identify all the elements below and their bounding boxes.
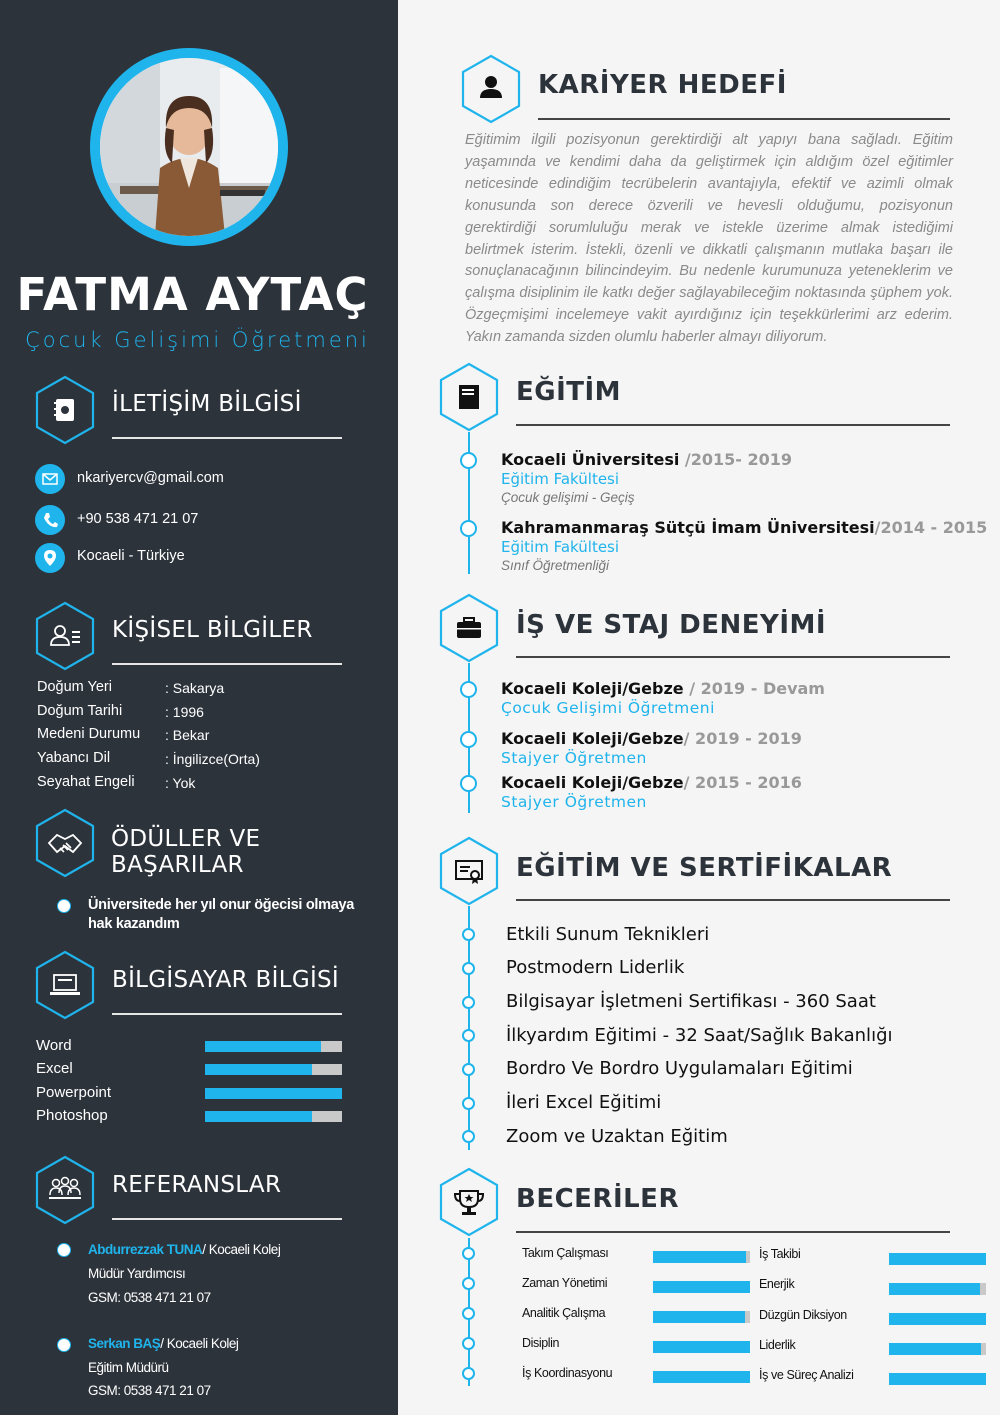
personal-section-title: KİŞİSEL BİLGİLER (112, 617, 313, 643)
contact-divider (112, 437, 342, 439)
computer-icon (34, 950, 96, 1020)
computer-skill-bar (205, 1111, 342, 1122)
computer-skill-label: Excel (36, 1060, 73, 1077)
timeline-dot (462, 962, 475, 975)
profile-title: Çocuk Gelişimi Öğretmeni (25, 328, 370, 352)
references-divider (112, 1218, 342, 1220)
skill-bar (889, 1343, 986, 1355)
computer-skill-fill (205, 1111, 312, 1122)
timeline-dot (462, 928, 475, 941)
school-name: Kocaeli Üniversitesi (501, 450, 685, 469)
personal-value: : İngilizce(Orta) (165, 751, 260, 767)
skill-label: Takım Çalışması (522, 1246, 609, 1260)
award-line: Üniversitede her yıl onur öğecisi olmaya (88, 897, 355, 913)
briefcase-icon (438, 593, 500, 663)
handshake-icon (34, 808, 96, 878)
phone-icon (35, 505, 65, 535)
contact-location: Kocaeli - Türkiye (77, 548, 185, 564)
skills-section-title: BECERİLER (516, 1184, 679, 1214)
school-department: Sınıf Öğretmenliği (501, 558, 610, 573)
award-item (88, 896, 354, 934)
school-faculty: Eğitim Fakültesi (501, 538, 620, 556)
education-divider (516, 424, 950, 426)
profile-photo (100, 58, 278, 236)
award-bullet (57, 899, 71, 913)
company-name: Kocaeli Koleji/Gebze (501, 729, 684, 748)
reference-org: / Kocaeli Kolej (202, 1242, 281, 1257)
computer-skill-label: Word (36, 1037, 72, 1054)
timeline-dot (462, 1130, 475, 1143)
user-list-icon (34, 601, 96, 671)
skill-bar (653, 1281, 750, 1293)
job-role: Stajyer Öğretmen (501, 793, 647, 811)
timeline-dot (460, 452, 477, 469)
computer-skill-bar (205, 1088, 342, 1099)
certificate-item: Zoom ve Uzaktan Eğitim (506, 1126, 728, 1147)
personal-label: Doğum Yeri (37, 679, 112, 695)
computer-skill-fill (205, 1064, 312, 1075)
education-section-title: EĞİTİM (516, 377, 622, 407)
reference-bullet (57, 1243, 71, 1257)
job-years: / 2019 - 2019 (683, 729, 802, 748)
job-years: / 2015 - 2016 (683, 773, 802, 792)
job-item-header (501, 679, 825, 699)
skill-label: Liderlik (759, 1338, 796, 1352)
objective-text: Eğitimim ilgili pozisyonun gerektirdiği alt yapıyı bana sağladı. Eğitim yaşamında ve kendimi daha da geliştirmek için aldığım özel eğitimler neticesinde edindiğim tecrübelerin avantajıyla, efektif ve azimli olmak konusunda son derece özverili ve hevesli olduğumu, pozisyonun gerektirdiği sorumluluğu merak ve istekle üzerime almak istediğimi belirtmek isterim. İstekli, özenli ve dikkatli çalışmanın mutlaka başarı ile sonuçlanacağının bilincindeyim. Bu nedenle kurumunuza yeteneklerim ve çalışma disiplinim ile katkı değer sağlayabileceğim noktasında şüphem yok. Özgeçmişimi incelemeye vakit ayırdığınız için teşekkürlerimi arz ederim. Yakın zamanda sizden olumlu haberler almayı diliyorum. (465, 132, 953, 346)
skill-fill (889, 1343, 981, 1355)
timeline-dot (462, 1307, 475, 1320)
skill-fill (889, 1313, 986, 1325)
experience-section-title: İŞ VE STAJ DENEYİMİ (516, 610, 827, 640)
skill-bar (889, 1283, 986, 1295)
reference-phone[interactable]: GSM: 0538 471 21 07 (88, 1290, 211, 1305)
skill-label: Düzgün Diksiyon (759, 1308, 847, 1322)
reference-name: Serkan BAŞ (88, 1336, 161, 1351)
person-photo-illustration (100, 58, 278, 236)
skill-bar (889, 1313, 986, 1325)
contact-email[interactable]: nkariyercv@gmail.com (77, 470, 224, 486)
certificates-divider (516, 899, 950, 901)
certificates-timeline (468, 906, 470, 1150)
computer-skill-fill (205, 1088, 342, 1099)
computer-skill-bar (205, 1064, 342, 1075)
certificate-item: Postmodern Liderlik (506, 957, 685, 978)
computer-skill-label: Powerpoint (36, 1084, 112, 1101)
personal-value: : Yok (165, 775, 196, 791)
skill-label: İş Takibi (759, 1247, 801, 1261)
contact-book-icon (34, 375, 96, 445)
personal-label: Doğum Tarihi (37, 703, 123, 719)
computer-skill-fill (205, 1041, 321, 1052)
skill-bar (653, 1341, 750, 1353)
personal-label: Yabancı Dil (37, 750, 111, 766)
skill-label: Enerjik (759, 1277, 795, 1291)
skill-fill (653, 1251, 746, 1263)
skill-fill (889, 1253, 986, 1265)
school-name: Kahramanmaraş Sütçü İmam Üniversitesi (501, 518, 875, 537)
user-icon (460, 54, 522, 124)
skill-label: Analitik Çalışma (522, 1306, 606, 1320)
school-years: /2015- 2019 (684, 450, 793, 469)
book-icon (438, 362, 500, 432)
personal-divider (112, 663, 342, 665)
trophy-icon (438, 1167, 500, 1237)
experience-divider (516, 656, 950, 658)
job-years: / 2019 - Devam (689, 679, 825, 698)
timeline-dot (462, 1063, 475, 1076)
company-name: Kocaeli Koleji/Gebze (501, 773, 684, 792)
skill-fill (889, 1373, 986, 1385)
skill-fill (653, 1281, 750, 1293)
timeline-dot (462, 1247, 475, 1260)
skill-label: İş Koordinasyonu (522, 1366, 613, 1380)
reference-bullet (57, 1338, 71, 1352)
skill-bar (889, 1373, 986, 1385)
references-section-title: REFERANSLAR (112, 1172, 282, 1198)
school-faculty: Eğitim Fakültesi (501, 470, 620, 488)
certificate-item: İlkyardım Eğitimi - 32 Saat/Sağlık Bakanlığı (506, 1025, 893, 1046)
contact-phone[interactable]: +90 538 471 21 07 (77, 511, 199, 527)
skill-bar (653, 1371, 750, 1383)
timeline-dot (462, 1337, 475, 1350)
timeline-dot (462, 1277, 475, 1290)
objective-section-title: KARİYER HEDEFİ (538, 70, 787, 100)
skill-bar (653, 1311, 750, 1323)
job-role: Stajyer Öğretmen (501, 749, 647, 767)
awards-section-title: ÖDÜLLER VE BAŞARILAR (111, 826, 261, 878)
skills-divider (516, 1231, 950, 1233)
certificate-item: İleri Excel Eğitimi (506, 1092, 662, 1113)
timeline-dot (462, 1097, 475, 1110)
reference-role: Müdür Yardımcısı (88, 1266, 186, 1281)
email-icon (35, 464, 65, 494)
skill-label: Disiplin (522, 1336, 560, 1350)
skill-bar (653, 1251, 750, 1263)
sidebar (0, 0, 398, 1415)
reference-phone[interactable]: GSM: 0538 471 21 07 (88, 1383, 211, 1398)
skill-fill (653, 1341, 750, 1353)
job-item-header (501, 773, 802, 793)
job-role: Çocuk Gelişimi Öğretmeni (501, 699, 715, 717)
company-name: Kocaeli Koleji/Gebze (501, 679, 690, 698)
profile-name: FATMA AYTAÇ (16, 268, 369, 321)
personal-label: Medeni Durumu (37, 726, 141, 742)
skill-fill (889, 1283, 980, 1295)
skill-fill (653, 1311, 745, 1323)
education-item-header (501, 518, 987, 538)
award-line: hak kazandım (88, 916, 180, 932)
certificate-icon (438, 836, 500, 906)
education-item-header (501, 450, 792, 470)
timeline-dot (462, 996, 475, 1009)
location-pin-icon (35, 543, 65, 573)
school-years: /2014 - 2015 (874, 518, 988, 537)
reference-org: / Kocaeli Kolej (160, 1336, 239, 1351)
team-icon (34, 1155, 96, 1225)
timeline-dot (460, 520, 477, 537)
computer-section-title: BİLGİSAYAR BİLGİSİ (112, 967, 340, 993)
reference-name-line (88, 1242, 280, 1257)
reference-name-line (88, 1336, 238, 1351)
personal-value: : 1996 (165, 704, 204, 720)
certificates-section-title: EĞİTİM VE SERTİFİKALAR (516, 853, 893, 883)
reference-name: Abdurrezzak TUNA (88, 1242, 203, 1257)
computer-skill-label: Photoshop (36, 1107, 108, 1124)
skill-label: İş ve Süreç Analizi (759, 1368, 854, 1382)
personal-value: : Sakarya (165, 680, 225, 696)
skill-fill (653, 1371, 750, 1383)
timeline-dot (460, 731, 477, 748)
timeline-dot (462, 1367, 475, 1380)
objective-divider (538, 118, 950, 120)
reference-role: Eğitim Müdürü (88, 1360, 169, 1375)
computer-skill-bar (205, 1041, 342, 1052)
certificate-item: Bilgisayar İşletmeni Sertifikası - 360 Saat (506, 991, 876, 1012)
timeline-dot (460, 775, 477, 792)
personal-label: Seyahat Engeli (37, 774, 135, 790)
personal-value: : Bekar (165, 727, 210, 743)
job-item-header (501, 729, 802, 749)
certificate-item: Bordro Ve Bordro Uygulamaları Eğitimi (506, 1058, 853, 1079)
skill-label: Zaman Yönetimi (522, 1276, 608, 1290)
skill-bar (889, 1253, 986, 1265)
certificate-item: Etkili Sunum Teknikleri (506, 924, 710, 945)
timeline-dot (460, 681, 477, 698)
school-department: Çocuk gelişimi - Geçiş (501, 490, 635, 505)
computer-divider (112, 1013, 342, 1015)
profile-photo-ring (90, 48, 288, 246)
contact-section-title: İLETİŞİM BİLGİSİ (112, 391, 302, 417)
timeline-dot (462, 1029, 475, 1042)
